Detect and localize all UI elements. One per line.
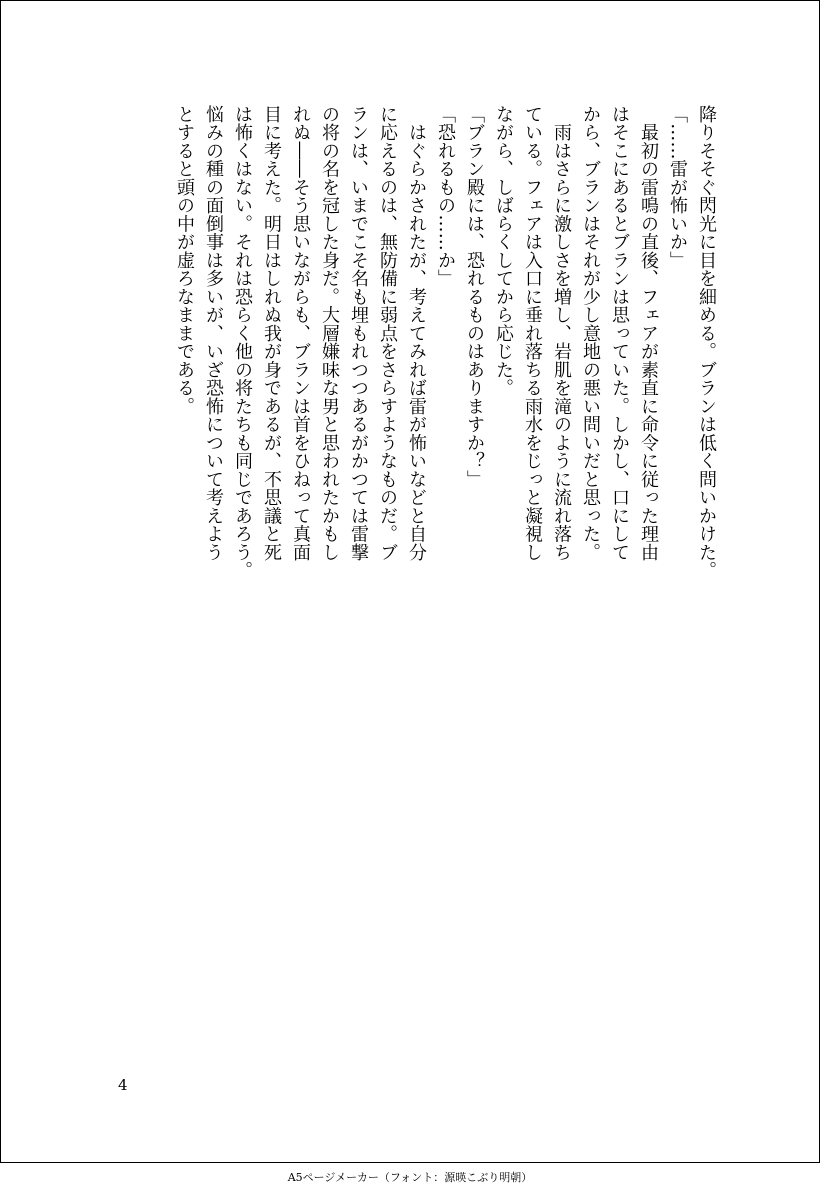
text-line-5: から、ブランはそれが少し意地の悪い問いだと思った。 bbox=[580, 105, 601, 562]
text-line-19: とすると頭の中が虚ろなままである。 bbox=[174, 105, 195, 416]
text-line-11: はぐらかされたが、考えてみれば雷が怖いなどと自分 bbox=[406, 105, 427, 562]
footer-credit: A5ページメーカー（フォント：源暎こぶり明朝） bbox=[287, 1171, 533, 1184]
text-line-15: れぬ――そう思いながらも、ブランは首をひねって真面 bbox=[290, 105, 311, 562]
text-line-2: 「……雷が怖いか」 bbox=[667, 105, 688, 270]
text-line-13: ランは、いまでこそ名も埋もれつつあるがかつては雷撃 bbox=[348, 105, 369, 562]
text-line-10: 「恐れるもの……か」 bbox=[435, 105, 456, 288]
text-line-1: 降りそそぐ閃光に目を細める。ブランは低く問いかけた。 bbox=[696, 105, 717, 580]
text-line-17: は怖くはない。それは恐らく他の将たちも同じであろう。 bbox=[232, 105, 253, 580]
text-line-4: はそこにあるとブランは思っていた。しかし、口にして bbox=[609, 105, 630, 562]
text-line-14: の将の名を冠した身だ。大層嫌味な男と思われたかもし bbox=[319, 105, 340, 562]
page-number: 4 bbox=[118, 1076, 128, 1094]
text-line-9: 「ブラン殿には、恐れるものはありますか？」 bbox=[464, 105, 485, 489]
text-line-18: 悩みの種の面倒事は多いが、いざ恐怖について考えよう bbox=[203, 105, 224, 562]
text-line-12: に応えるのは、無防備に弱点をさらすようなものだ。ブ bbox=[377, 105, 398, 562]
text-line-7: ている。フェアは入口に垂れ落ちる雨水をじっと凝視し bbox=[522, 105, 543, 562]
text-line-8: ながら、しばらくしてから応じた。 bbox=[493, 105, 514, 397]
vertical-body-text bbox=[131, 105, 721, 625]
text-line-6: 雨はさらに激しさを増し、岩肌を滝のように流れ落ち bbox=[551, 105, 572, 562]
text-line-3: 最初の雷鳴の直後、フェアが素直に命令に従った理由 bbox=[638, 105, 659, 562]
text-line-16: 目に考えた。明日はしれぬ我が身であるが、不思議と死 bbox=[261, 105, 282, 562]
